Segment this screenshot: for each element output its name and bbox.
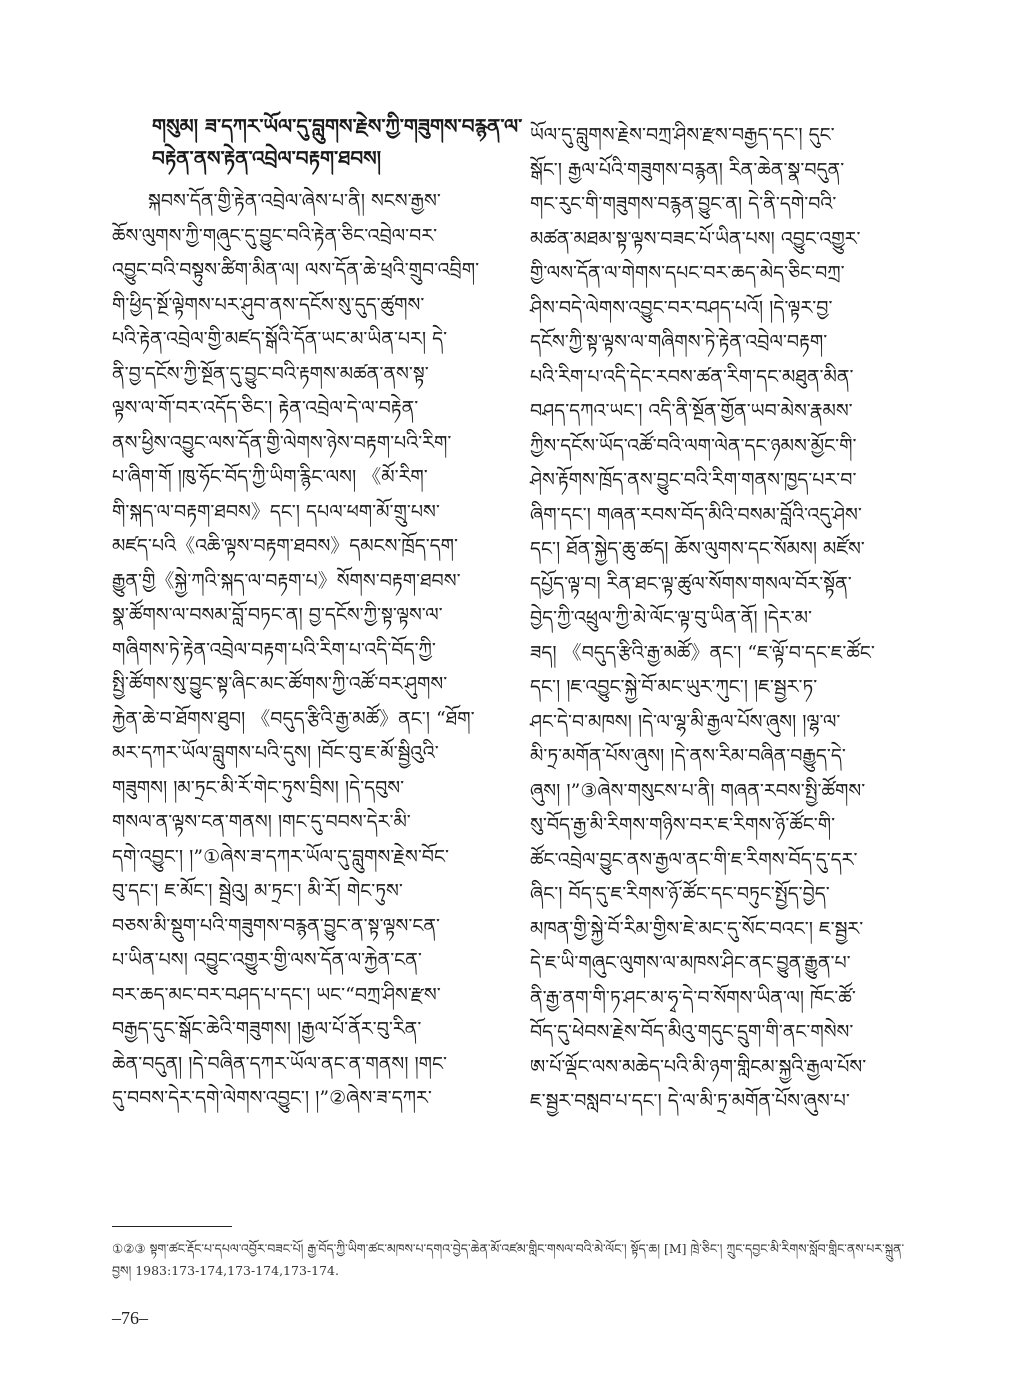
text-line: ཞིག་དང་། གཞན་རབས་བོད་མིའི་བསམ་བློའི་འདུ་ཤེས་ (530, 503, 862, 526)
text-line: བུ་དང་། ཇ་མོང་། སྦྲེའུ། མ་ཏྲང་། མི་རོ། གེང་ཏུས་ (112, 880, 403, 902)
text-line: བོད་དུ་ཕེབས་རྗེས་བོད་མིའུ་གདུང་དྲུག་གི་ནང་གསེས་ (530, 1021, 854, 1043)
text-line: འབྱུང་བའི་བསྟུས་ཚིག་མིན་ལ། ལས་དོན་ཆེ་ཕྲའི་གྲུབ་འབྲིག་ (112, 259, 480, 281)
text-line: མཛད་པའི《འཆི་ལྟས་བརྟག་ཐབས》དམངས་ཁྲོད་དག་ (112, 535, 459, 557)
text-line: ཤེས་རྟོགས་ཁྲོད་ནས་བྱུང་བའི་རིག་གནས་ཁྱད་པར་བ་ (530, 469, 857, 491)
text-line: དང་། ཐོན་སྐྱེད་ཆུ་ཚད། ཆོས་ལུགས་དང་སོམས། མཛོས་ (530, 538, 865, 560)
right-column (530, 118, 900, 1119)
left-body-text (112, 184, 482, 1116)
text-line: ཞུས། །”③ཞེས་གསུངས་པ་ནི། གཞན་རབས་སྤྱི་ཚོགས་ (530, 779, 866, 802)
text-line: ཆེན་བདུན། །དེ་བཞིན་དཀར་ཡོལ་ནང་ན་གནས། །གང་ (112, 1052, 448, 1075)
right-body-text (530, 118, 900, 1119)
text-line: སྤྱི་ཚོགས་སུ་བྱུང་སྟ་ཞིང་མང་ཚོགས་ཀྱི་འཚོ་བར་ཤུགས་ (112, 673, 448, 695)
text-line: བརྒྱད་དུང་སྒོང་ཆེའི་གཟུགས། །རྒྱལ་པོ་ནོར་བུ་རིན་ (112, 1018, 422, 1040)
text-line: ཨ་པོ་ལྡོང་ལས་མཆེད་པའི་མི་ཉག་གླིངམ་སྐྱའི་རྒྱལ་པོས་ (530, 1055, 867, 1078)
text-line: ནི་རྒྱ་ནག་གི་ཏ་ཤང་མ་ཧྭ་དེ་བ་སོགས་ཡིན་ལ། ཁོང་ཚོ་ (530, 986, 856, 1009)
text-line: པའི་རྟེན་འབྲེལ་གྱི་མཛད་སྒོའི་དོན་ཡང་མ་ཡིན་པར། དེ་ (112, 328, 448, 350)
text-line: གི་སྐད་ལ་བརྟག་ཐབས》དང་། དཔལ་ཕག་མོ་གྲུ་པས་ (112, 500, 440, 523)
page-number: –76– (112, 1308, 148, 1328)
text-line: བྱེད་ཀྱི་འཕྲུལ་ཀྱི་མེ་ལོང་ལྟ་བུ་ཡིན་ནོ། །དེར་མ་ (530, 607, 812, 629)
text-line: མི་ཏྲ་མགོན་པོས་ཞུས། །དེ་ནས་རིམ་བཞིན་བརྒྱུད་དེ་ (530, 745, 846, 767)
text-line: དང་། །ཇ་འབྱུང་སྐྱེ་བོ་མང་ཡུར་ཀུང་། །ཇ་སྦྱར་ཏ་ (530, 676, 818, 698)
text-line: ཟད། 《བདུད་རྩིའི་རྒྱ་མཚོ》ནང་། “ཇ་ལྟོ་བ་དང་ཇ་ཚོང་ (530, 641, 875, 664)
text-line: ཞིང་། བོད་དུ་ཇ་རིགས་ཉོ་ཚོང་དང་བཏུང་སྤྱོད་བྱེད་ (530, 883, 830, 905)
text-line: དཔྱོད་ལྟ་བ། རིན་ཐང་ལྟ་ཚུལ་སོགས་གསལ་བོར་སྟོན་ (530, 572, 852, 595)
text-line: སྐབས་དོན་གྱི་རྟེན་འབྲེལ་ཞེས་པ་ནི། སངས་རྒྱས་ (148, 190, 441, 212)
text-line: ཤང་དེ་བ་མཁས། །དེ་ལ་ལྷ་མི་རྒྱལ་པོས་ཞུས། །ལྷ་ལ་ (530, 710, 841, 733)
heading-line: བརྟེན་ནས་རྟེན་འབྲེལ་བརྟག་ཐབས། (152, 146, 382, 170)
footnote: ①②③ སྟག་ཚང་རྡོང་པ་དཔལ་འབྱོར་བཟང་པོ། རྒྱ་བོད་ཀྱི་ཡིག་ཚང་མཁས་པ་དགའ་བྱེད་ཆེན་མོ་འཛམ་གླིང་གསལ་བའི་མེ་ལོང་། སྟོད་ཆ། [M] ཁྲེ་ཅིང་། ཀྲུང་དབྱང་མི་རིགས་སློབ་གླིང་ནས་པར་སྐྲུན་བྱས། 1983:173-174,173-174,173-174. (112, 1241, 905, 1278)
text-line: ཚོང་འབྲེལ་བྱུང་ནས་རྒྱལ་ནང་གི་ཇ་རིགས་བོད་དུ་དར་ (530, 848, 858, 871)
text-line: མཚན་མཐམ་སྟ་ལྟས་བཟང་པོ་ཡིན་པས། འབྱུང་འགྱུར་ (530, 227, 861, 250)
text-line: བཅས་མི་སྡུག་པའི་གཟུགས་བརྙན་བྱུང་ན་སྟ་ལྟས་ངན་ (112, 914, 440, 937)
text-line: ཇ་སྦྱར་བསླབ་པ་དང་། དེ་ལ་མི་ཏྲ་མགོན་པོས་ཞུས་པ་ (530, 1090, 850, 1112)
text-line: སུ་བོད་རྒྱ་མི་རིགས་གཉིས་བར་ཇ་རིགས་ཉོ་ཚོང་གི་ (530, 814, 836, 836)
text-line: གསལ་ན་ལྟས་ངན་གནས། །གང་དུ་བབས་དེར་མི་ (112, 811, 411, 833)
text-line: མར་དཀར་ཡོལ་བླུགས་པའི་དུས། །བོང་བུ་ཇ་མོ་སྦྱིའུའི་ (112, 742, 439, 764)
heading-line: གསུམ། ཟ་དཀར་ཡོལ་དུ་བླུགས་རྗེས་ཀྱི་གཟུགས་བརྙན་ལ་ (152, 114, 523, 138)
text-line: དུ་བབས་དེར་དགེ་ལེགས་འབྱུང་། །”②ཞེས་ཟ་དཀར་ (112, 1087, 432, 1109)
text-line: གི་ཕྱིད་སྔོ་ལྟེགས་པར་ཤུབ་ནས་དངོས་སུ་དུད་ཚུགས་ (112, 293, 425, 316)
text-line: ནས་ཕྱིས་འབྱུང་ལས་དོན་གྱི་ལེགས་ཉེས་བརྟག་པའི་རིག་ (112, 431, 452, 454)
text-line: བཤད་དཀའ་ཡང་། འདི་ནི་སྔོན་གྱོན་ཡབ་མེས་རྣམས་ (530, 400, 853, 422)
text-line: ཡོལ་དུ་བླུགས་རྗེས་བཀྲ་ཤིས་རྫས་བརྒྱད་དང་། དུང་ (530, 124, 835, 146)
text-line: སྒོང་། རྒྱལ་པོའི་གཟུགས་བརྙན། རིན་ཆེན་སྣ་བདུན་ (530, 158, 845, 181)
text-line: ཀྱིས་དངོས་ཡོད་འཚོ་བའི་ལག་ལེན་དང་ཉམས་མྱོང་གི་ (530, 434, 857, 457)
text-line: ནི་བྱ་དངོས་ཀྱི་སྔོན་དུ་བྱུང་བའི་རྟགས་མཚན་ནས་སྟ་ (112, 362, 429, 385)
text-line: དངོས་ཀྱི་སྟ་ལྟས་ལ་གཞིགས་ཏེ་རྟེན་འབྲེལ་བརྟག་ (530, 331, 828, 353)
text-line: སྣ་ཚོགས་ལ་བསམ་བློ་བཏང་ན། བྱ་དངོས་ཀྱི་སྟ་ལྟས་ལ་ (112, 604, 443, 626)
text-line: ཤིས་བདེ་ལེགས་འབྱུང་བར་བཤད་པའོ། །དེ་ལྟར་བྱ་ (530, 296, 833, 319)
footnote-divider (112, 1226, 232, 1227)
text-line: པ་ཞིག་གོ །ཁུ་ཧོང་བོད་ཀྱི་ཡིག་རྙིང་ལས། 《མོ་རིག་ (112, 466, 428, 488)
text-line: རྐྱེན་ཆེ་བ་ཐོགས་ཐུབ། 《བདུད་རྩིའི་རྒྱ་མཚོ》ནང་། “ཐོག་ (112, 707, 475, 730)
text-line: དགེ་འབྱུང་། །”①ཞེས་ཟ་དཀར་ཡོལ་དུ་བླུགས་རྗེས་བོང་ (112, 845, 449, 868)
left-column (112, 110, 523, 1116)
text-line: གང་རུང་གི་གཟུགས་བརྙན་བྱུང་ན། དེ་ནི་དགེ་བའི་ (530, 193, 837, 215)
text-line: པ་ཡིན་པས། འབྱུང་འགྱུར་གྱི་ལས་དོན་ལ་རྐྱེན་ངན་ (112, 949, 422, 971)
section-heading (112, 110, 523, 174)
text-line: གྱི་ལས་དོན་ལ་གེགས་དཔང་བར་ཆད་མེད་ཅིང་བཀྲ་ (530, 262, 845, 284)
text-line: གཟུགས། །མ་ཏྲང་མི་རོ་གེང་ཏུས་བྲིས། །དེ་དབུས་ (112, 776, 405, 799)
text-line: པའི་རིག་པ་འདི་དེང་རབས་ཚན་རིག་དང་མཐུན་མིན་ (530, 365, 854, 388)
text-line: ཆོས་ལུགས་ཀྱི་གཞུང་དུ་བྱུང་བའི་རྟེན་ཅིང་འབྲེལ་བར་ (112, 224, 438, 247)
text-line: གཞིགས་ཏེ་རྟེན་འབྲེལ་བརྟག་པའི་རིག་པ་འདི་བོད་ཀྱི་ (112, 638, 436, 661)
text-line: བར་ཆད་མང་བར་བཤད་པ་དང་། ཡང་“བཀྲ་ཤིས་རྫས་ (112, 983, 441, 1006)
text-line: དེ་ཇ་ཡི་གཞུང་ལུགས་ལ་མཁས་ཤིང་ནང་བྱུན་རྒྱུན་པ་ (530, 952, 851, 974)
text-line: རྒྱུན་གྱི《སྐྱེ་ཀའི་སྐད་ལ་བརྟག་པ》སོགས་བརྟག་ཐབས་ (112, 569, 461, 592)
text-line: ལྟས་ལ་གོ་བར་འདོད་ཅིང་། རྟེན་འབྲེལ་དེ་ལ་བརྟེན་ (112, 397, 419, 419)
text-line: མཁན་གྱི་སྐྱེ་བོ་རིམ་གྱིས་ཇེ་མང་དུ་སོང་བའང་། ཇ་སྦྱར་ (530, 917, 864, 940)
